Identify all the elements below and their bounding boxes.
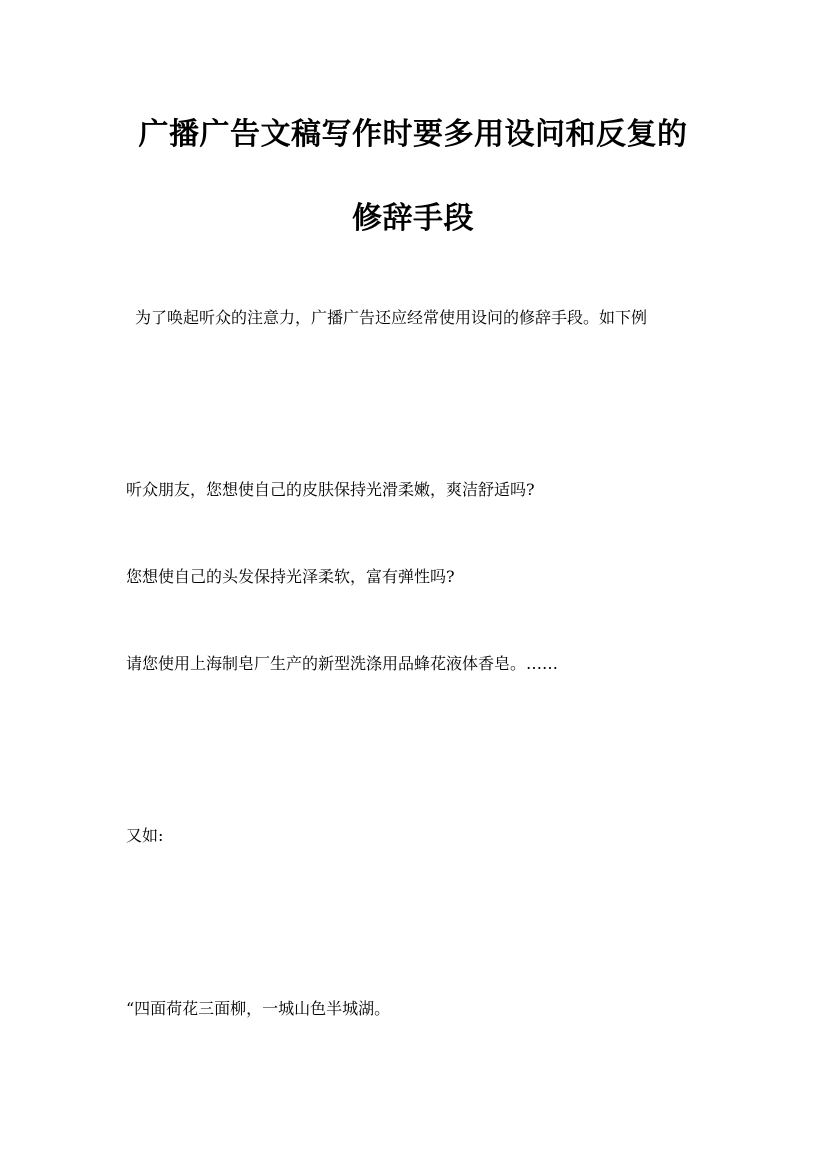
paragraph-quote: “四面荷花三面柳，一城山色半城湖。: [126, 999, 391, 1018]
paragraph-question-skin: 听众朋友，您想使自己的皮肤保持光滑柔嫩，爽洁舒适吗?: [126, 480, 535, 499]
paragraph-intro: 为了唤起听众的注意力，广播广告还应经常使用设问的修辞手段。如下例: [135, 308, 648, 327]
paragraph-another-example: 又如:: [126, 826, 164, 845]
document-title-line-1: 广播广告文稿写作时要多用设问和反复的: [138, 117, 688, 152]
paragraph-product-offer: 请您使用上海制皂厂生产的新型洗涤用品蜂花液体香皂。……: [126, 654, 559, 673]
document-title-line-2: 修辞手段: [352, 201, 474, 236]
paragraph-question-hair: 您想使自己的头发保持光泽柔软，富有弹性吗?: [126, 567, 455, 586]
